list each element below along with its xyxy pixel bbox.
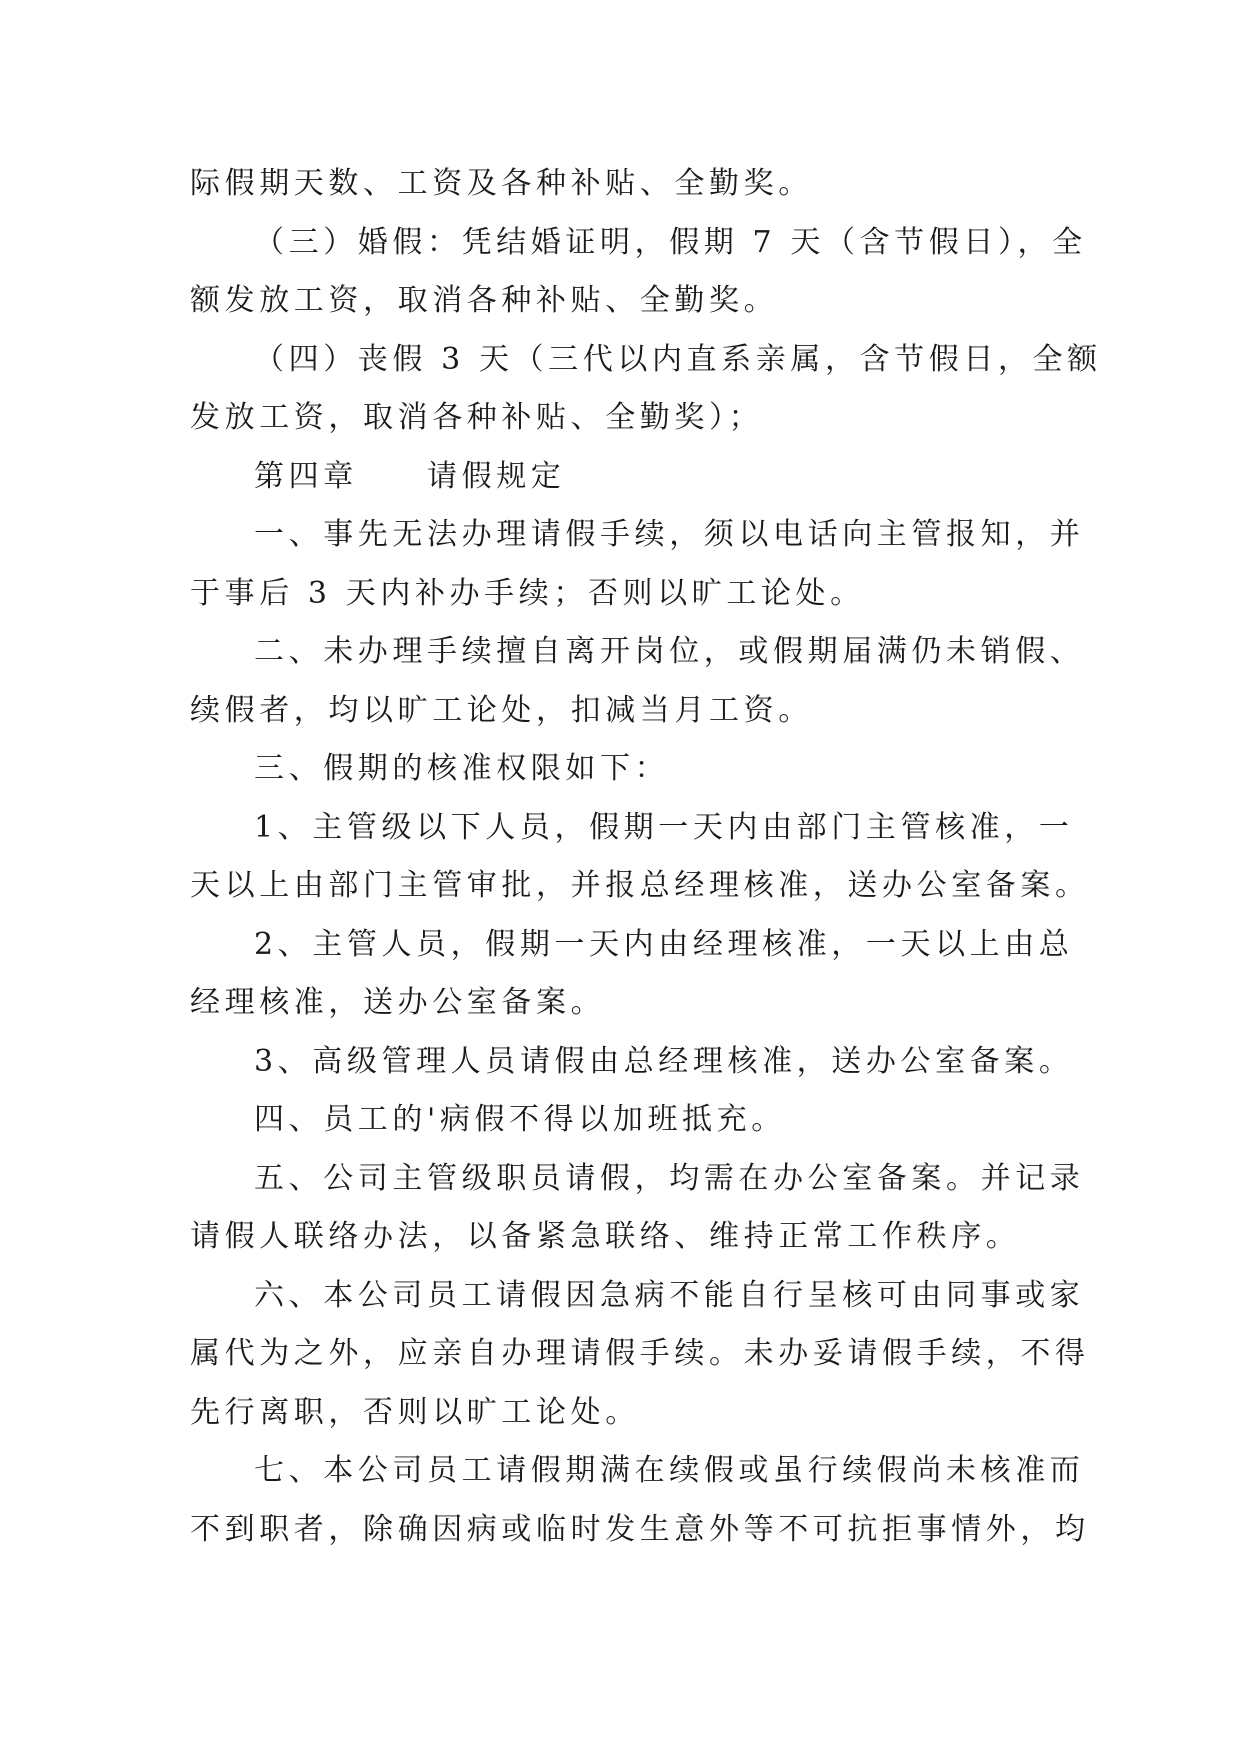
text-line: 发放工资，取消各种补贴、全勤奖）； (190, 400, 764, 435)
text-line: （四）丧假 3 天（三代以内直系亲属，含节假日，全额 (254, 341, 1102, 377)
text-line: 五、公司主管级职员请假，均需在办公室备案。并记录 (254, 1160, 1085, 1196)
text-line: 额发放工资，取消各种补贴、全勤奖。 (190, 283, 779, 318)
text-line: 一、事先无法办理请假手续，须以电话向主管报知，并 (254, 517, 1085, 552)
text-line: 续假者，均以旷工论处，扣减当月工资。 (190, 692, 813, 728)
text-line: 二、未办理手续擅自离开岗位，或假期届满仍未销假、 (254, 634, 1085, 669)
text-line: 不到职者，除确因病或临时发生意外等不可抗拒事情外，均 (190, 1511, 1090, 1547)
text-line: 1、主管级以下人员，假期一天内由部门主管核准，一 (254, 809, 1074, 845)
text-line: 2、主管人员，假期一天内由经理核准，一天以上由总 (254, 926, 1074, 962)
text-line: 六、本公司员工请假因急病不能自行呈核可由同事或家 (254, 1277, 1085, 1313)
text-line: 请假人联络办法，以备紧急联络、维持正常工作秩序。 (190, 1219, 1021, 1254)
text-line: 三、假期的核准权限如下： (254, 751, 670, 786)
text-line: 先行离职，否则以旷工论处。 (190, 1394, 640, 1430)
text-line: 经理核准，送办公室备案。 (190, 985, 606, 1020)
text-line: 四、员工的'病假不得以加班抵充。 (254, 1102, 786, 1137)
text-line: 天以上由部门主管审批，并报总经理核准，送办公室备案。 (190, 868, 1090, 903)
text-line: 七、本公司员工请假期满在续假或虽行续假尚未核准而 (254, 1453, 1085, 1488)
text-line: 于事后 3 天内补办手续；否则以旷工论处。 (190, 575, 865, 611)
document-body (190, 155, 1102, 1559)
text-line: 3、高级管理人员请假由总经理核准，送办公室备案。 (254, 1043, 1074, 1079)
chapter-heading: 第四章 请假规定 (254, 458, 566, 494)
text-line: 属代为之外，应亲自办理请假手续。未办妥请假手续，不得 (190, 1336, 1090, 1371)
text-line: 际假期天数、工资及各种补贴、全勤奖。 (190, 166, 813, 201)
text-line: （三）婚假：凭结婚证明，假期 7 天（含节假日），全 (254, 224, 1087, 260)
